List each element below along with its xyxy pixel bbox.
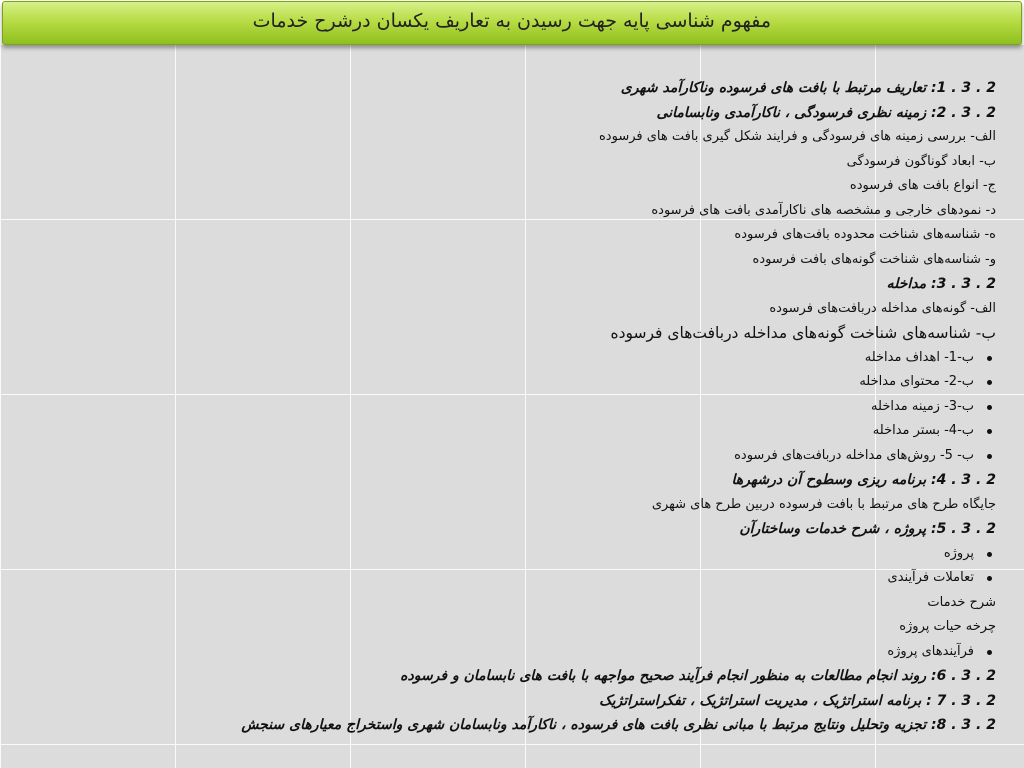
bullet-dot-icon bbox=[987, 429, 992, 434]
list-item bbox=[36, 150, 996, 175]
line-text: 2 . 3 . 1: تعاریف مرتبط با بافت های فرسوده وناکارآمد شهری bbox=[620, 80, 996, 96]
section-heading bbox=[36, 689, 996, 714]
section-heading bbox=[36, 272, 996, 297]
bullet-dot-icon bbox=[987, 552, 992, 557]
section-heading bbox=[36, 664, 996, 689]
line-text: شرح خدمات bbox=[927, 594, 996, 610]
bullet-dot-icon bbox=[987, 380, 992, 385]
section-heading bbox=[36, 713, 996, 738]
line-text: تعاملات فرآیندی bbox=[887, 570, 974, 585]
bullet-item bbox=[36, 542, 996, 567]
bullet-item bbox=[36, 419, 996, 444]
section-heading bbox=[36, 76, 996, 101]
line-text: ب-1- اهداف مداخله bbox=[864, 349, 974, 365]
bullet-dot-icon bbox=[987, 454, 992, 459]
list-item bbox=[36, 615, 996, 640]
line-text: جایگاه طرح های مرتبط با بافت فرسوده دربین طرح های شهری bbox=[651, 496, 996, 512]
bullet-item bbox=[36, 370, 996, 395]
line-text: ب- 5- روش‌های مداخله دربافت‌های فرسوده bbox=[734, 447, 974, 463]
line-text: ه- شناسه‌های شناخت محدوده بافت‌های فرسوده bbox=[734, 227, 996, 242]
bullet-dot-icon bbox=[987, 576, 992, 581]
line-text: ب-4- بستر مداخله bbox=[872, 423, 974, 438]
line-text: 2 . 3 . 5: پروژه ، شرح خدمات وساختارآن bbox=[739, 521, 996, 537]
line-text: د- نمودهای خارجی و مشخصه های ناکارآمدی بافت های فرسوده bbox=[651, 202, 996, 218]
list-item bbox=[36, 297, 996, 322]
line-text: ب- شناسه‌های شناخت گونه‌های مداخله دربافت‌های فرسوده bbox=[610, 324, 996, 342]
bullet-item bbox=[36, 444, 996, 469]
bullet-item bbox=[36, 346, 996, 371]
section-heading bbox=[36, 517, 996, 542]
list-item bbox=[36, 248, 996, 273]
list-item bbox=[36, 223, 996, 248]
bullet-dot-icon bbox=[987, 650, 992, 655]
list-item bbox=[36, 591, 996, 616]
line-text: الف- گونه‌های مداخله دربافت‌های فرسوده bbox=[769, 300, 996, 316]
line-text: ب-3- زمینه مداخله bbox=[871, 398, 974, 414]
bullet-item bbox=[36, 640, 996, 665]
line-text: 2 . 3 . 2: زمینه نظری فرسودگی ، ناکارآمدی ونابسامانی bbox=[656, 104, 996, 121]
line-text: و- شناسه‌های شناخت گونه‌های بافت فرسوده bbox=[752, 251, 996, 267]
list-item bbox=[36, 174, 996, 199]
line-text: 2 . 3 . 3: مداخله bbox=[886, 276, 996, 292]
list-item bbox=[36, 199, 996, 224]
bullet-dot-icon bbox=[987, 356, 992, 361]
section-heading bbox=[36, 468, 996, 493]
line-text: الف- بررسی زمینه های فرسودگی و فرایند شکل گیری بافت های فرسوده bbox=[599, 129, 996, 144]
line-text: 2 . 3 . 7 : برنامه استراتژیک ، مدیریت استراتژیک ، تفکراستراتژیک bbox=[599, 692, 996, 709]
line-text: ب-2- محتوای مداخله bbox=[859, 374, 974, 389]
bullet-item bbox=[36, 566, 996, 591]
outline-list bbox=[36, 76, 996, 738]
bullet-dot-icon bbox=[987, 405, 992, 410]
line-text: ج- انواع بافت های فرسوده bbox=[849, 178, 996, 193]
line-text: پروژه bbox=[943, 545, 974, 561]
line-text: 2 . 3 . 6: روند انجام مطالعات به منظور انجام فرآیند صحیح مواجهه با بافت های نابسامان و فرسوده bbox=[400, 668, 996, 684]
line-text: فرآیندهای پروژه bbox=[887, 643, 974, 659]
list-item bbox=[36, 321, 996, 346]
title-bar bbox=[2, 1, 1022, 45]
bullet-item bbox=[36, 395, 996, 420]
line-text: 2 . 3 . 8: تجزیه وتحلیل ونتایج مرتبط با مبانی نظری بافت های فرسوده ، ناکارآمد ونابسامان شهری واستخراج معیارهای سنجش bbox=[241, 717, 996, 733]
list-item bbox=[36, 125, 996, 150]
section-heading bbox=[36, 101, 996, 126]
line-text: 2 . 3 . 4: برنامه ریزی وسطوح آن درشهرها bbox=[731, 472, 996, 488]
slide-title: مفهوم شناسی پایه جهت رسیدن به تعاریف یکسان درشرح خدمات bbox=[252, 10, 771, 32]
line-text: ب- ابعاد گوناگون فرسودگی bbox=[846, 153, 996, 169]
line-text: چرخه حیات پروژه bbox=[899, 619, 996, 634]
list-item bbox=[36, 493, 996, 518]
